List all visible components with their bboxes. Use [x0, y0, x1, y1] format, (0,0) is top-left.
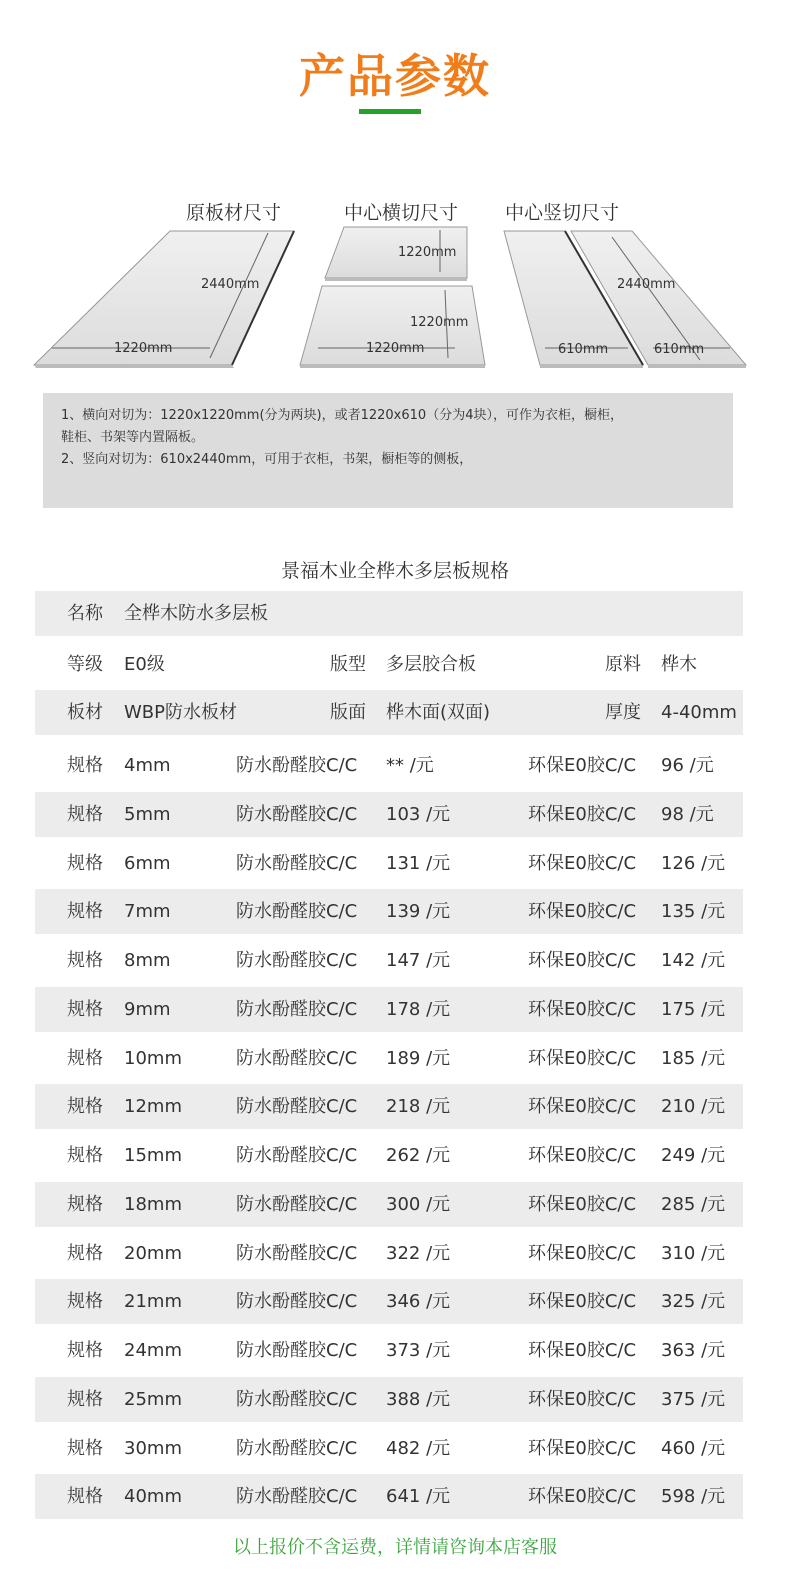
spec-price-phenolic: 388 /元	[386, 1389, 451, 1410]
cutting-notes	[43, 393, 733, 508]
spec-glue-e0: 环保E0胶C/C	[528, 804, 637, 825]
spec-price-e0: 135 /元	[661, 901, 726, 922]
cutting-diagram	[0, 190, 790, 390]
material-value: 桦木	[661, 654, 697, 675]
face-value: 桦木面(双面)	[386, 702, 491, 723]
dim-1220-horizontal-bottom: 1220mm	[366, 341, 425, 356]
note-line: 1、横向对切为：1220x1220mm(分为两块)，或者1220x610（分为4块），可作为衣柜，橱柜，	[61, 408, 623, 423]
table-row	[35, 938, 743, 983]
table-row	[35, 792, 743, 837]
spec-size: 12mm	[124, 1096, 182, 1117]
spec-price-phenolic: 641 /元	[386, 1486, 451, 1507]
spec-glue-e0: 环保E0胶C/C	[528, 853, 637, 874]
spec-price-e0: 142 /元	[661, 950, 726, 971]
spec-price-phenolic: 262 /元	[386, 1145, 451, 1166]
spec-glue-e0: 环保E0胶C/C	[528, 1096, 637, 1117]
dim-1220-horizontal-right: 1220mm	[410, 315, 469, 330]
title-underline	[359, 109, 421, 114]
board-label: 板材	[67, 702, 103, 723]
thickness-value: 4-40mm	[661, 702, 737, 723]
spec-price-e0: 325 /元	[661, 1291, 726, 1312]
table-row	[35, 1328, 743, 1373]
spec-size: 25mm	[124, 1389, 182, 1410]
spec-glue-phenolic: 防水酚醛胶C/C	[236, 1291, 358, 1312]
spec-size: 5mm	[124, 804, 171, 825]
spec-glue-phenolic: 防水酚醛胶C/C	[236, 901, 358, 922]
spec-price-phenolic: 189 /元	[386, 1048, 451, 1069]
spec-price-phenolic: 147 /元	[386, 950, 451, 971]
spec-price-e0: 185 /元	[661, 1048, 726, 1069]
name-label: 名称	[67, 603, 103, 624]
board-value: WBP防水板材	[124, 702, 238, 723]
spec-price-phenolic: 218 /元	[386, 1096, 451, 1117]
spec-label: 规格	[67, 1096, 103, 1117]
table-row	[35, 1133, 743, 1178]
table-row	[35, 1084, 743, 1129]
dim-610-vertical-left: 610mm	[558, 342, 609, 357]
table-row	[35, 1377, 743, 1422]
table-row	[35, 841, 743, 886]
spec-glue-phenolic: 防水酚醛胶C/C	[236, 755, 358, 776]
spec-label: 规格	[67, 755, 103, 776]
spec-glue-phenolic: 防水酚醛胶C/C	[236, 1243, 358, 1264]
spec-price-phenolic: 178 /元	[386, 999, 451, 1020]
dim-1220-original: 1220mm	[114, 341, 173, 356]
spec-price-phenolic: 346 /元	[386, 1291, 451, 1312]
grade-label: 等级	[67, 654, 103, 675]
spec-price-e0: 126 /元	[661, 853, 726, 874]
spec-price-e0: 210 /元	[661, 1096, 726, 1117]
spec-price-e0: 98 /元	[661, 804, 714, 825]
spec-price-e0: 249 /元	[661, 1145, 726, 1166]
dim-1220-horizontal-top: 1220mm	[398, 245, 457, 260]
note-line: 2、竖向对切为：610x2440mm，可用于衣柜，书架，橱柜等的侧板，	[61, 452, 473, 467]
spec-glue-e0: 环保E0胶C/C	[528, 1438, 637, 1459]
spec-label: 规格	[67, 950, 103, 971]
spec-label: 规格	[67, 999, 103, 1020]
shipping-note: 以上报价不含运费，详情请咨询本店客服	[233, 1537, 557, 1558]
spec-label: 规格	[67, 804, 103, 825]
spec-label: 规格	[67, 1486, 103, 1507]
board-drawings	[0, 190, 790, 390]
spec-price-e0: 310 /元	[661, 1243, 726, 1264]
spec-label: 规格	[67, 901, 103, 922]
spec-size: 18mm	[124, 1194, 182, 1215]
spec-glue-e0: 环保E0胶C/C	[528, 1291, 637, 1312]
thickness-label: 厚度	[605, 702, 641, 723]
spec-size: 40mm	[124, 1486, 182, 1507]
spec-label: 规格	[67, 1243, 103, 1264]
spec-size: 20mm	[124, 1243, 182, 1264]
dim-2440-vertical: 2440mm	[617, 277, 676, 292]
spec-glue-phenolic: 防水酚醛胶C/C	[236, 950, 358, 971]
spec-size: 4mm	[124, 755, 171, 776]
spec-label: 规格	[67, 1048, 103, 1069]
spec-glue-phenolic: 防水酚醛胶C/C	[236, 1048, 358, 1069]
spec-glue-phenolic: 防水酚醛胶C/C	[236, 1340, 358, 1361]
spec-glue-phenolic: 防水酚醛胶C/C	[236, 1389, 358, 1410]
spec-glue-e0: 环保E0胶C/C	[528, 1194, 637, 1215]
table-title: 景福木业全桦木多层板规格	[280, 560, 509, 582]
spec-glue-e0: 环保E0胶C/C	[528, 1048, 637, 1069]
spec-price-e0: 460 /元	[661, 1438, 726, 1459]
note-line: 鞋柜、书架等内置隔板。	[61, 430, 205, 445]
spec-price-e0: 598 /元	[661, 1486, 726, 1507]
name-value: 全桦木防水多层板	[124, 603, 268, 624]
spec-price-e0: 363 /元	[661, 1340, 726, 1361]
spec-size: 30mm	[124, 1438, 182, 1459]
spec-glue-e0: 环保E0胶C/C	[528, 1145, 637, 1166]
spec-glue-e0: 环保E0胶C/C	[528, 1340, 637, 1361]
table-row	[35, 1426, 743, 1471]
spec-label: 规格	[67, 1291, 103, 1312]
label-original-size: 原板材尺寸	[186, 202, 282, 224]
spec-glue-phenolic: 防水酚醛胶C/C	[236, 1438, 358, 1459]
spec-label: 规格	[67, 1145, 103, 1166]
spec-label: 规格	[67, 1438, 103, 1459]
face-label: 版面	[330, 702, 366, 723]
spec-label: 规格	[67, 853, 103, 874]
spec-price-e0: 375 /元	[661, 1389, 726, 1410]
spec-price-phenolic: 373 /元	[386, 1340, 451, 1361]
spec-glue-phenolic: 防水酚醛胶C/C	[236, 804, 358, 825]
spec-glue-phenolic: 防水酚醛胶C/C	[236, 853, 358, 874]
label-vertical-cut: 中心竖切尺寸	[505, 202, 620, 224]
spec-label: 规格	[67, 1389, 103, 1410]
spec-label: 规格	[67, 1194, 103, 1215]
spec-glue-phenolic: 防水酚醛胶C/C	[236, 1145, 358, 1166]
type-value: 多层胶合板	[386, 654, 476, 675]
spec-price-phenolic: 103 /元	[386, 804, 451, 825]
spec-label: 规格	[67, 1340, 103, 1361]
label-horizontal-cut: 中心横切尺寸	[344, 202, 459, 224]
spec-price-e0: 175 /元	[661, 999, 726, 1020]
spec-glue-phenolic: 防水酚醛胶C/C	[236, 1096, 358, 1117]
spec-glue-e0: 环保E0胶C/C	[528, 999, 637, 1020]
spec-glue-e0: 环保E0胶C/C	[528, 755, 637, 776]
spec-glue-e0: 环保E0胶C/C	[528, 1486, 637, 1507]
spec-price-phenolic: 322 /元	[386, 1243, 451, 1264]
spec-size: 15mm	[124, 1145, 182, 1166]
spec-size: 21mm	[124, 1291, 182, 1312]
table-row-board	[35, 690, 743, 735]
table-row	[35, 889, 743, 934]
table-row	[35, 1036, 743, 1081]
dim-610-vertical-right: 610mm	[654, 342, 705, 357]
table-row	[35, 1474, 743, 1519]
table-row-name	[35, 591, 743, 636]
spec-size: 10mm	[124, 1048, 182, 1069]
spec-price-e0: 285 /元	[661, 1194, 726, 1215]
spec-glue-phenolic: 防水酚醛胶C/C	[236, 1486, 358, 1507]
material-label: 原料	[605, 654, 641, 675]
spec-price-phenolic: 482 /元	[386, 1438, 451, 1459]
type-label: 版型	[330, 654, 366, 675]
spec-price-phenolic: 131 /元	[386, 853, 451, 874]
spec-glue-phenolic: 防水酚醛胶C/C	[236, 1194, 358, 1215]
table-row	[35, 743, 743, 788]
spec-size: 9mm	[124, 999, 171, 1020]
table-row	[35, 1182, 743, 1227]
spec-price-phenolic: 300 /元	[386, 1194, 451, 1215]
spec-glue-e0: 环保E0胶C/C	[528, 950, 637, 971]
spec-glue-e0: 环保E0胶C/C	[528, 1243, 637, 1264]
spec-size: 6mm	[124, 853, 171, 874]
table-row-grade	[35, 642, 743, 687]
dim-2440-original: 2440mm	[201, 277, 260, 292]
grade-value: E0级	[124, 654, 165, 675]
spec-glue-e0: 环保E0胶C/C	[528, 1389, 637, 1410]
spec-glue-e0: 环保E0胶C/C	[528, 901, 637, 922]
spec-price-phenolic: 139 /元	[386, 901, 451, 922]
spec-glue-phenolic: 防水酚醛胶C/C	[236, 999, 358, 1020]
page-title: 产品参数	[299, 49, 491, 103]
spec-price-e0: 96 /元	[661, 755, 714, 776]
table-row	[35, 1279, 743, 1324]
table-row	[35, 1231, 743, 1276]
spec-size: 7mm	[124, 901, 171, 922]
spec-size: 24mm	[124, 1340, 182, 1361]
spec-size: 8mm	[124, 950, 171, 971]
table-row	[35, 987, 743, 1032]
spec-price-phenolic: ** /元	[386, 755, 434, 776]
